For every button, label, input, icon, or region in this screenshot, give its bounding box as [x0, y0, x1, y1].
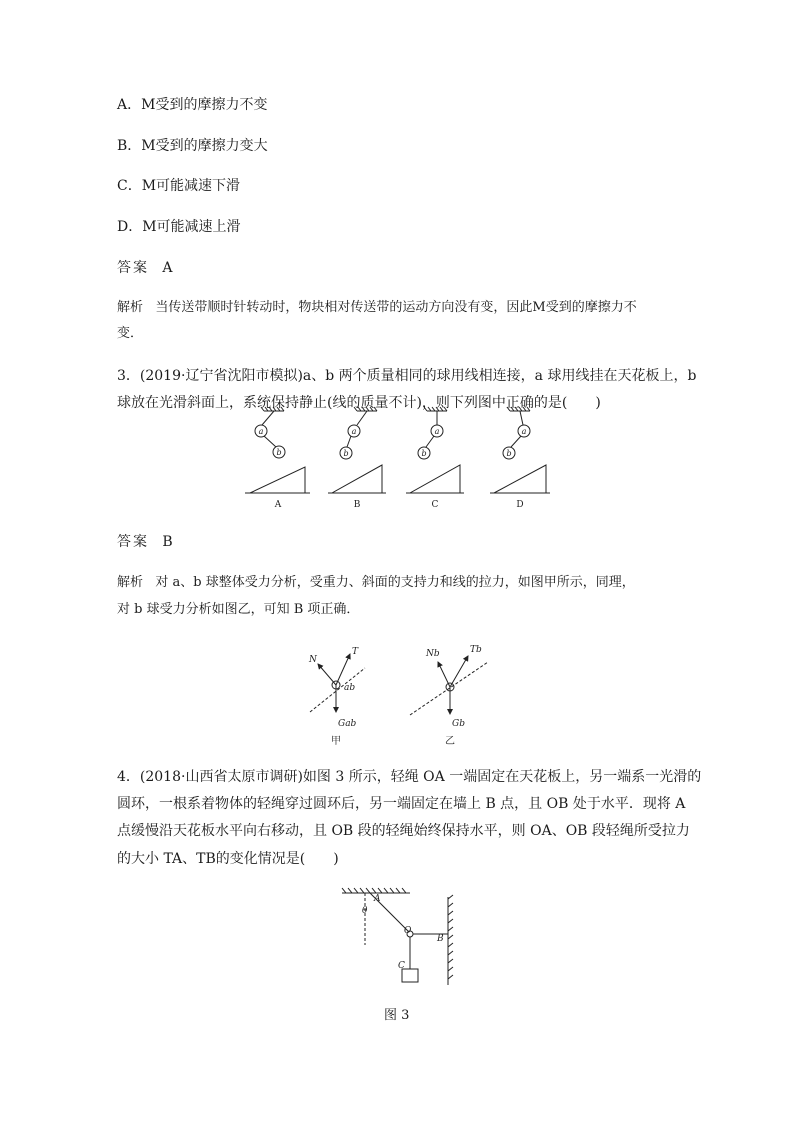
analysis-label: 解析 [117, 300, 144, 315]
force-n-label: N [309, 655, 317, 665]
theta-label: θ [362, 906, 368, 916]
ball-b-label: b [506, 449, 512, 458]
body-label: ab [344, 683, 356, 693]
ball-a-label: a [351, 427, 357, 436]
diagram-label-d: D [516, 500, 524, 510]
q3-analysis-line2: 对 b 球受力分析如图乙，可知 B 项正确． [117, 602, 360, 617]
q3-stem-line2: 球放在光滑斜面上，系统保持静止(线的质量不计)，则下列图中正确的是( ) [117, 395, 601, 411]
diagram-label-b: B [353, 500, 361, 510]
caption-yi: 乙 [445, 736, 455, 747]
q2-analysis-line2: 变． [117, 326, 144, 341]
q3-options-figure [240, 405, 560, 515]
q2-analysis-line1 [117, 298, 637, 318]
ball-b-label: b [276, 448, 282, 457]
q3-force-figure [300, 640, 500, 750]
q2-answer-row [117, 258, 172, 278]
caption-jia: 甲 [331, 736, 341, 747]
ball-b-label: b [343, 449, 349, 458]
q4-figure [340, 885, 465, 990]
q3-answer-row [117, 532, 173, 552]
diagram-c [406, 407, 464, 493]
analysis-text: 当传送带顺时针转动时，物块相对传送带的运动方向没有变，因此M受到的摩擦力不 [155, 300, 637, 315]
q3-analysis-line1 [117, 573, 635, 593]
q3-stem-line1: 3．(2019·辽宁省沈阳市模拟)a、b 两个质量相同的球用线相连接，a 球用线挂在天花板上，b [117, 368, 697, 384]
point-b-label: B [437, 934, 444, 944]
answer-label: 答案 [117, 534, 149, 550]
diagram-b [328, 407, 386, 493]
ball-a-label: a [434, 427, 440, 436]
ball-a-label: a [258, 427, 264, 436]
force-nb-label: Nb [426, 649, 440, 659]
analysis-text: 对 a、b 球整体受力分析，受重力、斜面的支持力和线的拉力，如图甲所示，同理， [155, 575, 635, 590]
force-g-label: Gab [338, 719, 357, 729]
ball-a-label: a [521, 427, 527, 436]
option-b: B．M受到的摩擦力变大 [117, 138, 268, 154]
option-a: A．M受到的摩擦力不变 [117, 97, 268, 113]
option-d: D．M可能减速上滑 [117, 219, 241, 235]
answer-value: A [162, 260, 173, 276]
q4-stem-line4: 的大小 TA、TB的变化情况是( ) [117, 851, 339, 867]
diagram-label-c: C [431, 500, 439, 510]
answer-label: 答案 [117, 260, 149, 276]
ball-b-label: b [421, 449, 427, 458]
diagram-label-a: A [274, 500, 282, 510]
figure-caption: 图 3 [384, 1008, 410, 1023]
diagram-d [490, 407, 550, 493]
answer-value: B [162, 534, 173, 550]
force-t-label: T [352, 647, 359, 657]
q4-stem-line2: 圆环，一根系着物体的轻绳穿过圆环后，另一端固定在墙上 B 点，且 OB 处于水平．现将 A [117, 796, 686, 812]
analysis-label: 解析 [117, 575, 144, 590]
option-c: C．M可能减速下滑 [117, 178, 241, 194]
point-c-label: C [398, 961, 405, 971]
point-a-label: A [374, 894, 381, 904]
force-gb-label: Gb [452, 719, 465, 729]
q4-stem-line3: 点缓慢沿天花板水平向右移动，且 OB 段的轻绳始终保持水平，则 OA、OB 段轻绳所受拉力 [117, 823, 690, 839]
q4-stem-line1: 4．(2018·山西省太原市调研)如图 3 所示，轻绳 OA 一端固定在天花板上，另一端系一光滑的 [117, 769, 702, 785]
point-o-label: O [404, 926, 412, 936]
force-tb-label: Tb [470, 645, 482, 655]
